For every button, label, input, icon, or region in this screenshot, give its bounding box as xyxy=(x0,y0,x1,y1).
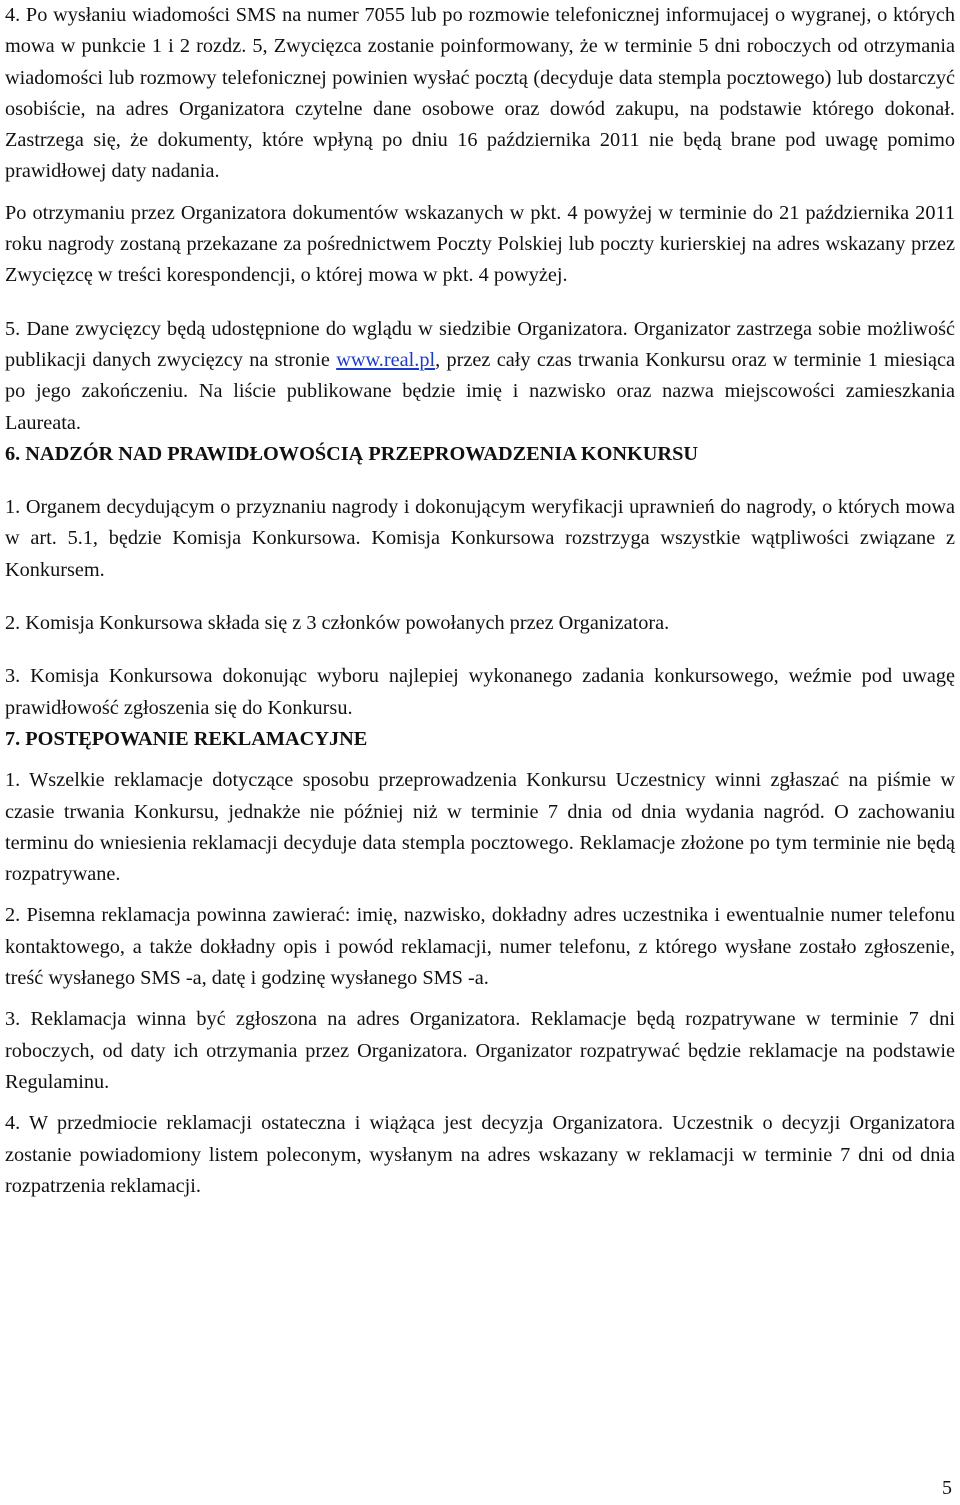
section-7-heading: 7. POSTĘPOWANIE REKLAMACYJNE xyxy=(5,727,368,750)
paragraph-7-1: 1. Wszelkie reklamacje dotyczące sposobu przeprowadzenia Konkursu Uczestnicy winni zgłaszać na piśmie w czasie trwania Konkursu, jednakże nie później niż w terminie 7 dnia od dnia wydania nagród. O zachowaniu terminu do wniesienia reklamacji decyduje data stempla pocztowego. Reklamacje złożone po tym terminie nie będą rozpatrywane. xyxy=(5,769,955,886)
page-number: 5 xyxy=(942,1477,952,1499)
paragraph-6-2: 2. Komisja Konkursowa składa się z 3 członków powołanych przez Organizatora. xyxy=(5,612,670,635)
document-page xyxy=(5,0,955,1202)
paragraph-7-2: 2. Pisemna reklamacja powinna zawierać: imię, nazwisko, dokładny adres uczestnika i ewentualnie numer telefonu kontaktowego, a także dokładny opis i powód reklamacji, numer telefonu, z którego wysłane zostało zgłoszenie, treść wysłanego SMS -a, datę i godzinę wysłanego SMS -a. xyxy=(5,904,955,990)
paragraph-5-4-delivery: Po otrzymaniu przez Organizatora dokumentów wskazanych w pkt. 4 powyżej w terminie do 21 października 2011 roku nagrody zostaną przekazane za pośrednictwem Poczty Polskiej lub poczty kurierskiej na adres wskazany przez Zwycięzcę w treści korespondencji, o której mowa w pkt. 4 powyżej. xyxy=(5,201,955,287)
paragraph-5-5-text-before: 5. Dane zwycięzcy będą udostępnione do wglądu w siedzibie Organizatora. Organizator zastrzega sobie możliwość publikacji danych zwycięzcy na stronie xyxy=(5,317,955,371)
paragraph-5-5-text-after: , przez cały czas trwania Konkursu oraz w terminie 1 miesiąca po jego zakończeniu. Na liście publikowane będzie imię i nazwisko oraz nazwa miejscowości zamieszkania Laureata. xyxy=(5,348,955,434)
website-link[interactable]: www.real.pl xyxy=(336,348,436,371)
paragraph-7-3: 3. Reklamacja winna być zgłoszona na adres Organizatora. Reklamacje będą rozpatrywane w terminie 7 dni roboczych, od daty ich otrzymania przez Organizatora. Organizator rozpatrywać będzie reklamacje na podstawie Regulaminu. xyxy=(5,1008,955,1093)
paragraph-5-4: 4. Po wysłaniu wiadomości SMS na numer 7055 lub po rozmowie telefonicznej informujacej o wygranej, o których mowa w punkcie 1 i 2 rozdz. 5, Zwycięzca zostanie poinformowany, że w terminie 5 dni roboczych od otrzymania wiadomości lub rozmowy telefonicznej powinien wysłać pocztą (decyduje data stempla pocztowego) lub dostarczyć osobiście, na adres Organizatora czytelne dane osobowe oraz dowód zakupu, na podstawie którego dokonał. Zastrzega się, że dokumenty, które wpłyną po dniu 16 października 2011 nie będą brane pod uwagę pomimo prawidłowej daty nadania. xyxy=(5,4,955,183)
paragraph-7-4: 4. W przedmiocie reklamacji ostateczna i wiążąca jest decyzja Organizatora. Uczestnik o decyzji Organizatora zostanie powiadomiony listem poleconym, wysłanym na adres wskazany w reklamacji w terminie 7 dni od dnia rozpatrzenia reklamacji. xyxy=(5,1112,955,1197)
paragraph-6-3: 3. Komisja Konkursowa dokonując wyboru najlepiej wykonanego zadania konkursowego, weźmie pod uwagę prawidłowość zgłoszenia się do Konkursu. xyxy=(5,665,955,719)
paragraph-5-5 xyxy=(5,314,955,439)
section-6-heading: 6. NADZÓR NAD PRAWIDŁOWOŚCIĄ PRZEPROWADZENIA KONKURSU xyxy=(5,442,699,465)
paragraph-6-1: 1. Organem decydującym o przyznaniu nagrody i dokonującym weryfikacji uprawnień do nagrody, o których mowa w art. 5.1, będzie Komisja Konkursowa. Komisja Konkursowa rozstrzyga wszystkie wątpliwości związane z Konkursem. xyxy=(5,496,955,581)
